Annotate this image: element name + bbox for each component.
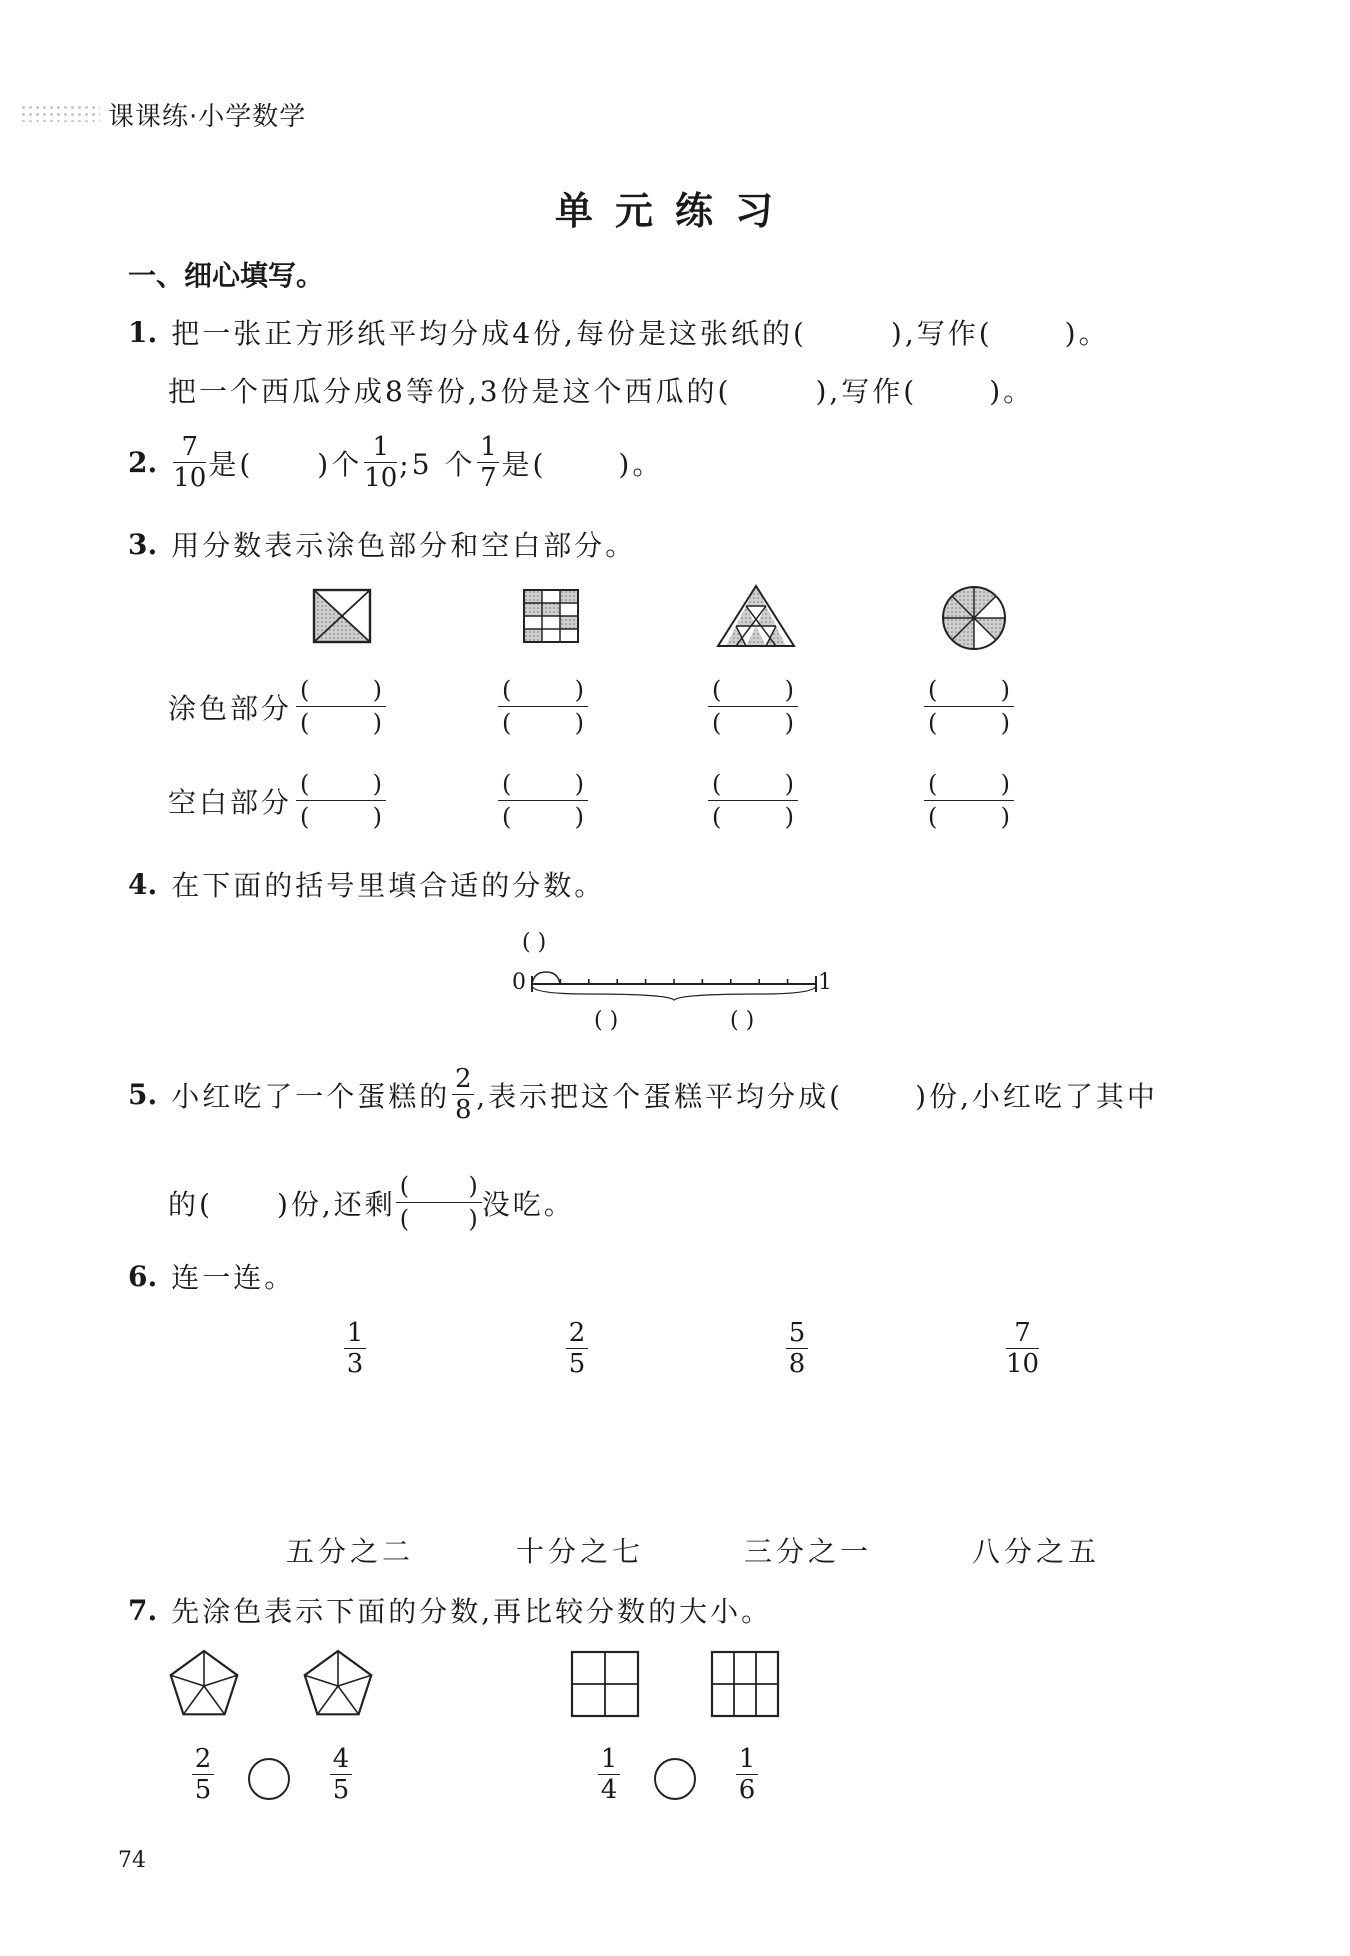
question-number: 4. <box>128 867 158 901</box>
grid-figure <box>524 590 578 642</box>
q1-text-b2: ),写作( <box>815 375 918 408</box>
question-number: 6. <box>128 1259 158 1293</box>
fraction: $\frac{7}{10}$ <box>173 432 207 493</box>
book-header: 课课练·小学数学 <box>108 102 307 132</box>
page-number: 74 <box>118 1848 146 1873</box>
number-line-blank-bottom-2[interactable]: ( ) <box>730 1008 755 1033</box>
match-word-3[interactable]: 三分之一 <box>744 1535 873 1568</box>
fraction: $\frac{2}{8}$ <box>452 1064 474 1125</box>
question-text: 先涂色表示下面的分数,再比较分数的大小。 <box>171 1595 773 1628</box>
answer-fraction-blank-7[interactable]: ( ) ( ) <box>924 768 1014 833</box>
page-title: 单元练习 <box>554 189 795 233</box>
question-1-line-2 <box>168 370 1034 410</box>
compare-circle-1[interactable] <box>248 1758 290 1800</box>
question-5-line-1 <box>128 1064 1158 1125</box>
question-4 <box>128 864 605 904</box>
question-7 <box>128 1590 772 1630</box>
q5-text: 小红吃了一个蛋糕的 <box>171 1079 451 1113</box>
fraction: $\frac{1}{7}$ <box>477 432 499 493</box>
answer-fraction-blank[interactable]: ( ) ( ) <box>296 674 386 739</box>
question-number: 7. <box>128 1593 158 1627</box>
q5-text: 没吃。 <box>481 1187 575 1221</box>
question-5-line-2 <box>168 1170 575 1235</box>
q1-text-a2: 把一个西瓜分成8等份,3份是这个西瓜的( <box>168 375 732 408</box>
pentagon-figure-1[interactable] <box>171 1651 238 1714</box>
match-word-2[interactable]: 十分之七 <box>516 1535 645 1568</box>
q1-text-b: ),写作( <box>890 317 993 350</box>
blank-part-row <box>168 768 386 833</box>
square-diagonal-figure <box>314 590 370 642</box>
number-line-zero: 0 <box>512 970 526 995</box>
question-1-line-1 <box>128 312 1110 352</box>
decorative-dots <box>20 104 100 122</box>
question-text: 连一连。 <box>171 1261 296 1294</box>
q2-text: )。 <box>618 447 664 481</box>
q1-text-a: 把一张正方形纸平均分成4份,每份是这张纸的( <box>171 317 807 350</box>
q7-fraction-3: $\frac{1}{4}$ <box>596 1744 622 1805</box>
q5-text: 的( <box>168 1187 213 1221</box>
match-fraction-1[interactable]: $\frac{1}{3}$ <box>342 1318 368 1379</box>
match-fraction-2[interactable]: $\frac{2}{5}$ <box>564 1318 590 1379</box>
question-number: 2. <box>128 446 158 479</box>
question-number: 1. <box>128 315 158 349</box>
question-6 <box>128 1256 295 1296</box>
question-2 <box>128 432 663 493</box>
question-number: 5. <box>128 1078 158 1111</box>
q2-text: ;5 个 <box>399 447 476 481</box>
square-quarters-figure[interactable] <box>572 1652 638 1716</box>
question-number: 3. <box>128 527 158 561</box>
shaded-part-label: 涂色部分 <box>168 691 293 725</box>
fraction: $\frac{1}{10}$ <box>364 432 398 493</box>
question-3 <box>128 524 636 564</box>
answer-fraction-blank-2[interactable]: ( ) ( ) <box>498 674 588 739</box>
answer-fraction-blank[interactable]: ( ) ( ) <box>296 768 386 833</box>
answer-fraction-blank[interactable]: ( ) ( ) <box>396 1170 482 1235</box>
q5-text: )份,还剩 <box>276 1187 396 1221</box>
answer-fraction-blank-6[interactable]: ( ) ( ) <box>708 768 798 833</box>
answer-fraction-blank-4[interactable]: ( ) ( ) <box>924 674 1014 739</box>
section-heading: 一、细心填写。 <box>128 259 325 292</box>
pentagon-figure-2[interactable] <box>305 1651 372 1714</box>
answer-fraction-blank-5[interactable]: ( ) ( ) <box>498 768 588 833</box>
question-text: 在下面的括号里填合适的分数。 <box>171 869 606 902</box>
match-fraction-4[interactable]: $\frac{7}{10}$ <box>1006 1318 1040 1379</box>
compare-circle-2[interactable] <box>654 1758 696 1800</box>
match-fraction-3[interactable]: $\frac{5}{8}$ <box>784 1318 810 1379</box>
q2-text: 是( <box>208 447 254 481</box>
q1-text-c: )。 <box>1064 317 1110 350</box>
triangle-figure <box>718 586 794 646</box>
shaded-part-row <box>168 674 386 739</box>
number-line-one: 1 <box>818 970 832 995</box>
q2-text: )个 <box>317 447 363 481</box>
q7-fraction-1: $\frac{2}{5}$ <box>190 1744 216 1805</box>
question-text: 用分数表示涂色部分和空白部分。 <box>171 529 637 562</box>
q7-fraction-4: $\frac{1}{6}$ <box>734 1744 760 1805</box>
q7-fraction-2: $\frac{4}{5}$ <box>328 1744 354 1805</box>
q2-text: 是( <box>501 447 547 481</box>
q7-shapes <box>160 1648 800 1728</box>
number-line-blank-bottom-1[interactable]: ( ) <box>594 1008 619 1033</box>
circle-figure <box>943 587 1005 649</box>
q3-shapes <box>300 580 1060 670</box>
square-sixths-figure[interactable] <box>712 1652 778 1716</box>
q1-text-c2: )。 <box>989 375 1035 408</box>
q5-text: ,表示把这个蛋糕平均分成( <box>476 1079 844 1113</box>
answer-fraction-blank-3[interactable]: ( ) ( ) <box>708 674 798 739</box>
match-word-4[interactable]: 八分之五 <box>972 1535 1101 1568</box>
match-word-1[interactable]: 五分之二 <box>286 1535 415 1568</box>
number-line <box>528 964 818 1004</box>
blank-part-label: 空白部分 <box>168 785 293 819</box>
number-line-blank-top[interactable]: ( ) <box>522 930 547 955</box>
q5-text: )份,小红吃了其中 <box>915 1079 1158 1113</box>
